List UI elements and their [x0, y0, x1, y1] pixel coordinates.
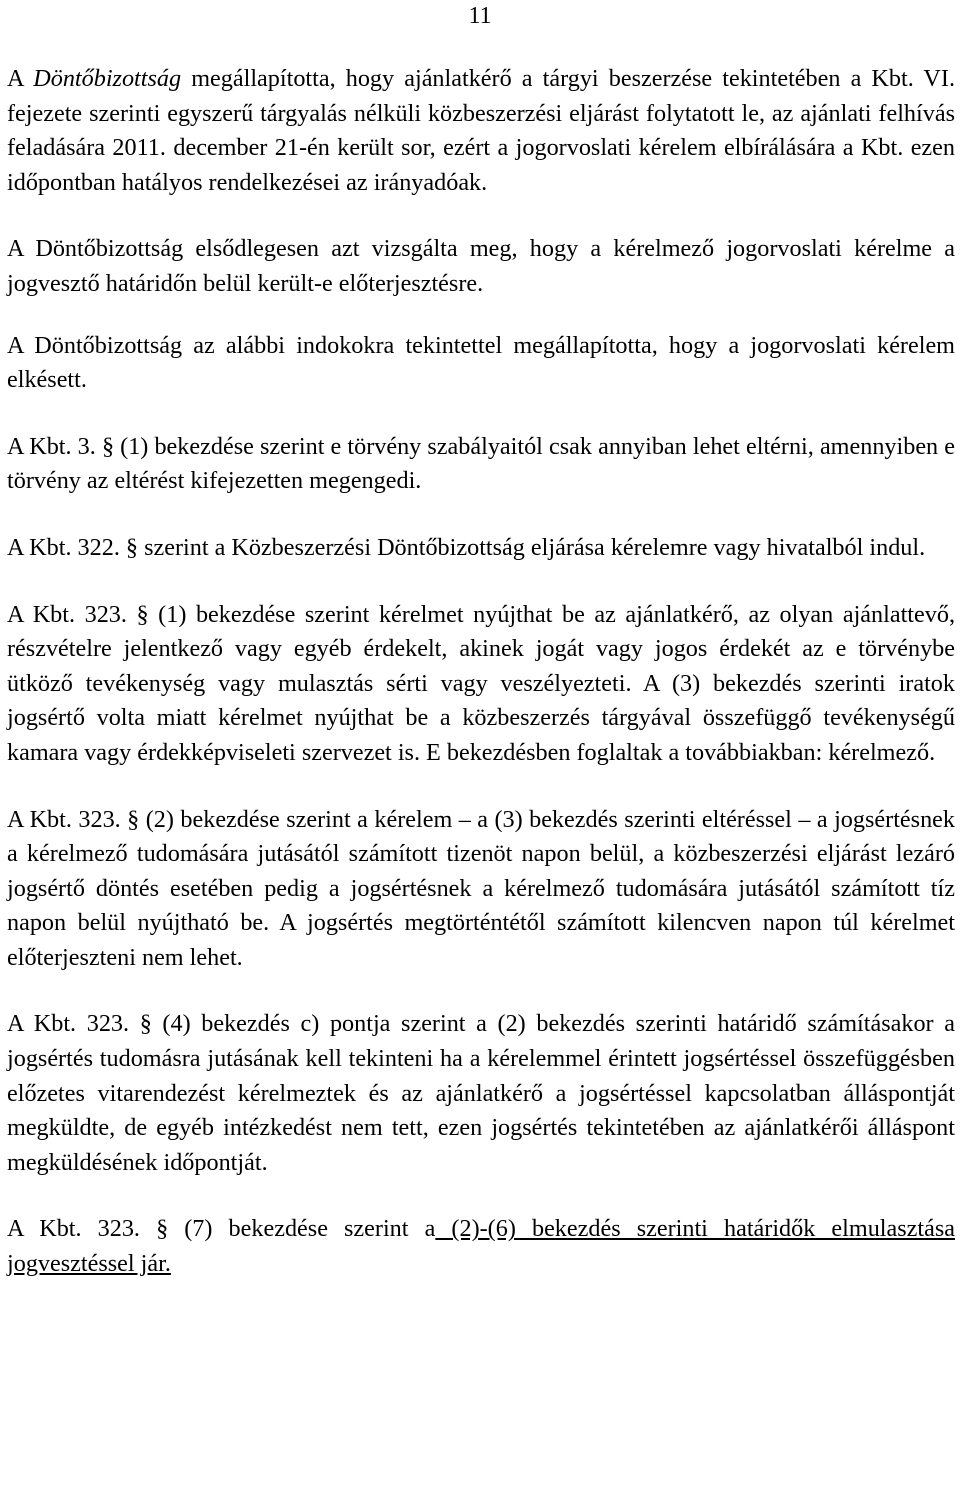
- paragraph-9-text: A Kbt. 323. § (7) bekezdése szerint a: [7, 1215, 436, 1243]
- paragraph-9: [7, 1212, 955, 1281]
- paragraph-2: A Döntőbizottság elsődlegesen azt vizsgálta meg, hogy a kérelmező jogorvoslati kérelme a jogvesztő határidőn belül került-e előterjesztésre.: [7, 235, 955, 297]
- paragraph-7: A Kbt. 323. § (2) bekezdése szerint a kérelem – a (3) bekezdés szerinti eltéréssel – a jogsértésnek a kérelmező tudomására jutásától számított tizenöt napon belül, a közbeszerzési eljárást lezáró jogsértő döntés esetében pedig a jogsértésnek a kérelmező tudomására jutásától számított tíz napon belül nyújtható be. A jogsértés megtörténtétől számított kilencven napon túl kérelmet előterjeszteni nem lehet.: [7, 805, 955, 971]
- paragraph-1-emphasis: Döntőbizottság: [33, 65, 182, 92]
- paragraph-3: A Döntőbizottság az alábbi indokokra tekintettel megállapította, hogy a jogorvoslati kérelem elkésett.: [7, 331, 955, 394]
- paragraph-1: [7, 62, 955, 200]
- paragraph-1-lead: A: [7, 65, 34, 92]
- paragraph-4: A Kbt. 3. § (1) bekezdése szerint e törvény szabályaitól csak annyiban lehet eltérni, amennyiben e törvény az eltérést kifejezetten megengedi.: [7, 432, 955, 495]
- page-number: 11: [468, 3, 492, 29]
- paragraph-1-text: megállapította, hogy ajánlatkérő a tárgyi beszerzése tekintetében a Kbt. VI. fejezete szerinti egyszerű tárgyalás nélküli közbeszerzési eljárást folytatott le, az ajánlati felhívás feladására 2011. december 21-én került sor, ezért a jogorvoslati kérelem elbírálására a Kbt. ezen időpontban hatályos rendelkezései az irányadóak.: [7, 65, 956, 196]
- paragraph-5: A Kbt. 322. § szerint a Közbeszerzési Döntőbizottság eljárása kérelemre vagy hivatalból indul.: [7, 533, 926, 561]
- paragraph-9-underlined: (2)-(6) bekezdés szerinti határidők elmulasztása jogvesztéssel jár.: [7, 1215, 955, 1278]
- paragraph-6: A Kbt. 323. § (1) bekezdése szerint kérelmet nyújthat be az ajánlatkérő, az olyan ajánlattevő, részvételre jelentkező vagy egyéb érdekelt, akinek jogát vagy jogos érdekét az e törvénybe ütköző tevékenység vagy mulasztás sérti vagy veszélyezteti. A (3) bekezdés szerinti iratok jogsértő volta miatt kérelmet nyújthat be a közbeszerzés tárgyával összefüggő tevékenységű kamara vagy érdekképviseleti szervezet is. E bekezdésben foglaltak a továbbiakban: kérelmező.: [7, 600, 955, 766]
- document-body: [7, 62, 955, 1314]
- paragraph-8: A Kbt. 323. § (4) bekezdés c) pontja szerint a (2) bekezdés szerinti határidő számításakor a jogsértés tudomásra jutásának kell tekinteni ha a kérelemmel érintett jogsértéssel összefüggésben előzetes vitarendezést kérelmeztek és az ajánlatkérő a jogsértéssel kapcsolatban álláspontját megküldte, de egyéb intézkedést nem tett, ezen jogsértés tekintetében az ajánlatkérői álláspont megküldésének időpontját.: [7, 1010, 955, 1176]
